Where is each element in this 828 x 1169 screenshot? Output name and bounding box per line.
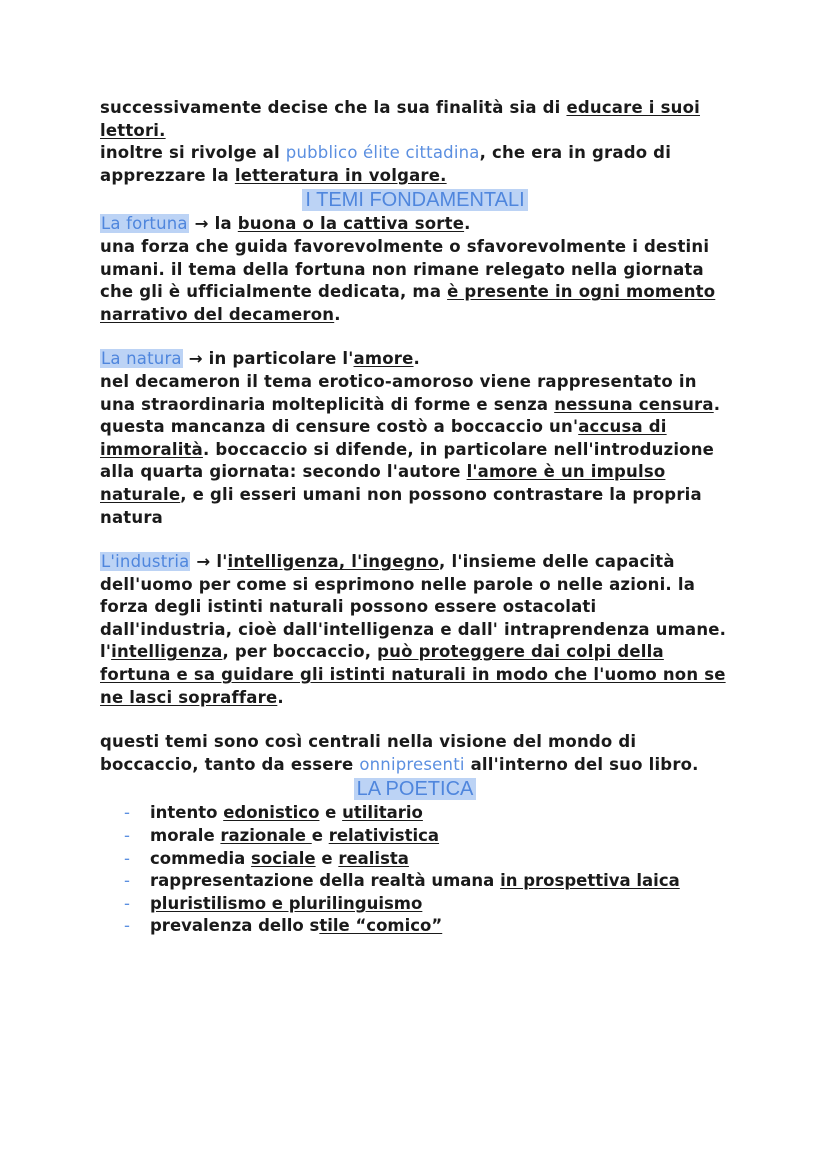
list-item xyxy=(124,848,730,871)
fortuna-label: La fortuna xyxy=(101,214,188,234)
intro-text: , che era in grado di apprezzare la xyxy=(100,143,672,185)
intro-paragraph-2 xyxy=(100,142,730,187)
underlined-text: buona o la cattiva sorte xyxy=(237,214,465,234)
natura-label: La natura xyxy=(101,349,182,369)
underlined-text: pluristilismo e plurilinguismo xyxy=(150,893,423,913)
bullet-dash: - xyxy=(124,826,130,846)
intro-text: inoltre si rivolge al xyxy=(100,143,286,163)
underlined-text: relativistica xyxy=(328,826,440,846)
underlined-text: edonistico xyxy=(223,803,320,823)
body-text: , per boccaccio, xyxy=(222,642,378,662)
heading-text: I TEMI FONDAMENTALI xyxy=(302,189,527,211)
list-item xyxy=(124,870,730,893)
underlined-text: sociale xyxy=(251,848,316,868)
arrow-text: → in particolare l' xyxy=(182,349,354,369)
item-text: e xyxy=(311,826,329,846)
bullet-dash: - xyxy=(124,916,130,936)
body-text: all'interno del suo libro. xyxy=(464,754,699,774)
body-text: questi temi sono così centrali nella visione del mondo di boccaccio, tanto da essere xyxy=(100,732,637,774)
punct: . xyxy=(464,214,471,234)
industria-paragraph xyxy=(100,551,730,709)
underlined-text: realista xyxy=(338,848,409,868)
underlined-text: nessuna censura xyxy=(554,394,714,414)
item-text: e xyxy=(315,848,339,868)
item-text: morale xyxy=(150,826,221,846)
body-text: , l'insieme delle capacità dell'uomo per come si esprimono nelle parole o nelle azioni. la forza degli istinti naturali possono essere ostacolati dall'industria, cioè dall'intelligenza e dall' intraprendenza umane. l' xyxy=(100,552,727,662)
intro-underlined: letteratura in volgare. xyxy=(234,165,447,185)
closing-paragraph xyxy=(100,731,730,776)
natura-paragraph xyxy=(100,348,730,529)
intro-text: successivamente decise che la sua finalità sia di xyxy=(100,98,567,117)
punct: . xyxy=(334,304,341,324)
bullet-dash: - xyxy=(124,893,130,913)
list-item xyxy=(124,915,730,938)
bullet-dash: - xyxy=(124,848,130,868)
body-text: nel decameron il tema erotico-amoroso viene rappresentato in una straordinaria molteplicità di forme e senza xyxy=(100,371,697,414)
body-text: una forza che guida favorevolmente o sfavorevolmente i destini umani. il tema della fortuna non rimane relegato nella giornata che gli è ufficialmente dedicata, ma xyxy=(100,236,710,302)
item-text: prevalenza dello s xyxy=(150,916,320,936)
body-text: . questa mancanza di censure costò a boccaccio un' xyxy=(100,394,721,437)
underlined-text: tile “comico” xyxy=(319,916,443,936)
underlined-text: può proteggere dai colpi della fortuna e sa guidare gli istinti naturali in modo che l'uomo non se ne lasci sopraffare xyxy=(100,642,726,707)
heading-text: LA POETICA xyxy=(354,778,477,800)
underlined-text: accusa di immoralità xyxy=(100,417,667,459)
underlined-text: l'amore è un impulso naturale xyxy=(100,462,666,504)
bullet-dash: - xyxy=(124,871,130,891)
fortuna-paragraph xyxy=(100,213,730,326)
industria-label: L'industria xyxy=(101,552,190,572)
body-text: . boccaccio si difende, in particolare nell'introduzione alla quarta giornata: secondo l'autore xyxy=(100,439,715,482)
underlined-text: amore xyxy=(353,349,414,369)
section-heading-poetica xyxy=(100,776,730,802)
underlined-text: è presente in ogni momento narrativo del decameron xyxy=(100,282,716,324)
underlined-text: in prospettiva laica xyxy=(500,871,680,891)
item-text: commedia xyxy=(150,848,252,868)
body-text: , e gli esseri umani non possono contrastare la propria natura xyxy=(100,484,702,527)
arrow-text: → l' xyxy=(190,552,228,572)
underlined-text: razionale xyxy=(220,826,312,846)
list-item xyxy=(124,825,730,848)
arrow-text: → la xyxy=(188,214,238,234)
item-text: rappresentazione della realtà umana xyxy=(150,871,501,891)
list-item xyxy=(124,893,730,916)
closing-highlight: onnipresenti xyxy=(359,754,465,774)
punct: . xyxy=(413,349,420,369)
notes-page xyxy=(100,97,730,938)
underlined-text: intelligenza xyxy=(111,642,223,662)
item-text: e xyxy=(319,803,343,823)
poetica-list xyxy=(100,802,730,938)
intro-paragraph-1 xyxy=(100,97,730,142)
underlined-text: intelligenza, l'ingegno xyxy=(227,552,440,572)
intro-underlined: educare i suoi lettori. xyxy=(100,98,700,140)
bullet-dash: - xyxy=(124,803,130,823)
list-item xyxy=(124,802,730,825)
punct: . xyxy=(277,687,284,707)
underlined-text: utilitario xyxy=(342,803,423,823)
section-heading-temi xyxy=(100,187,730,213)
item-text: intento xyxy=(150,803,224,823)
intro-highlight: pubblico élite cittadina xyxy=(285,143,480,163)
